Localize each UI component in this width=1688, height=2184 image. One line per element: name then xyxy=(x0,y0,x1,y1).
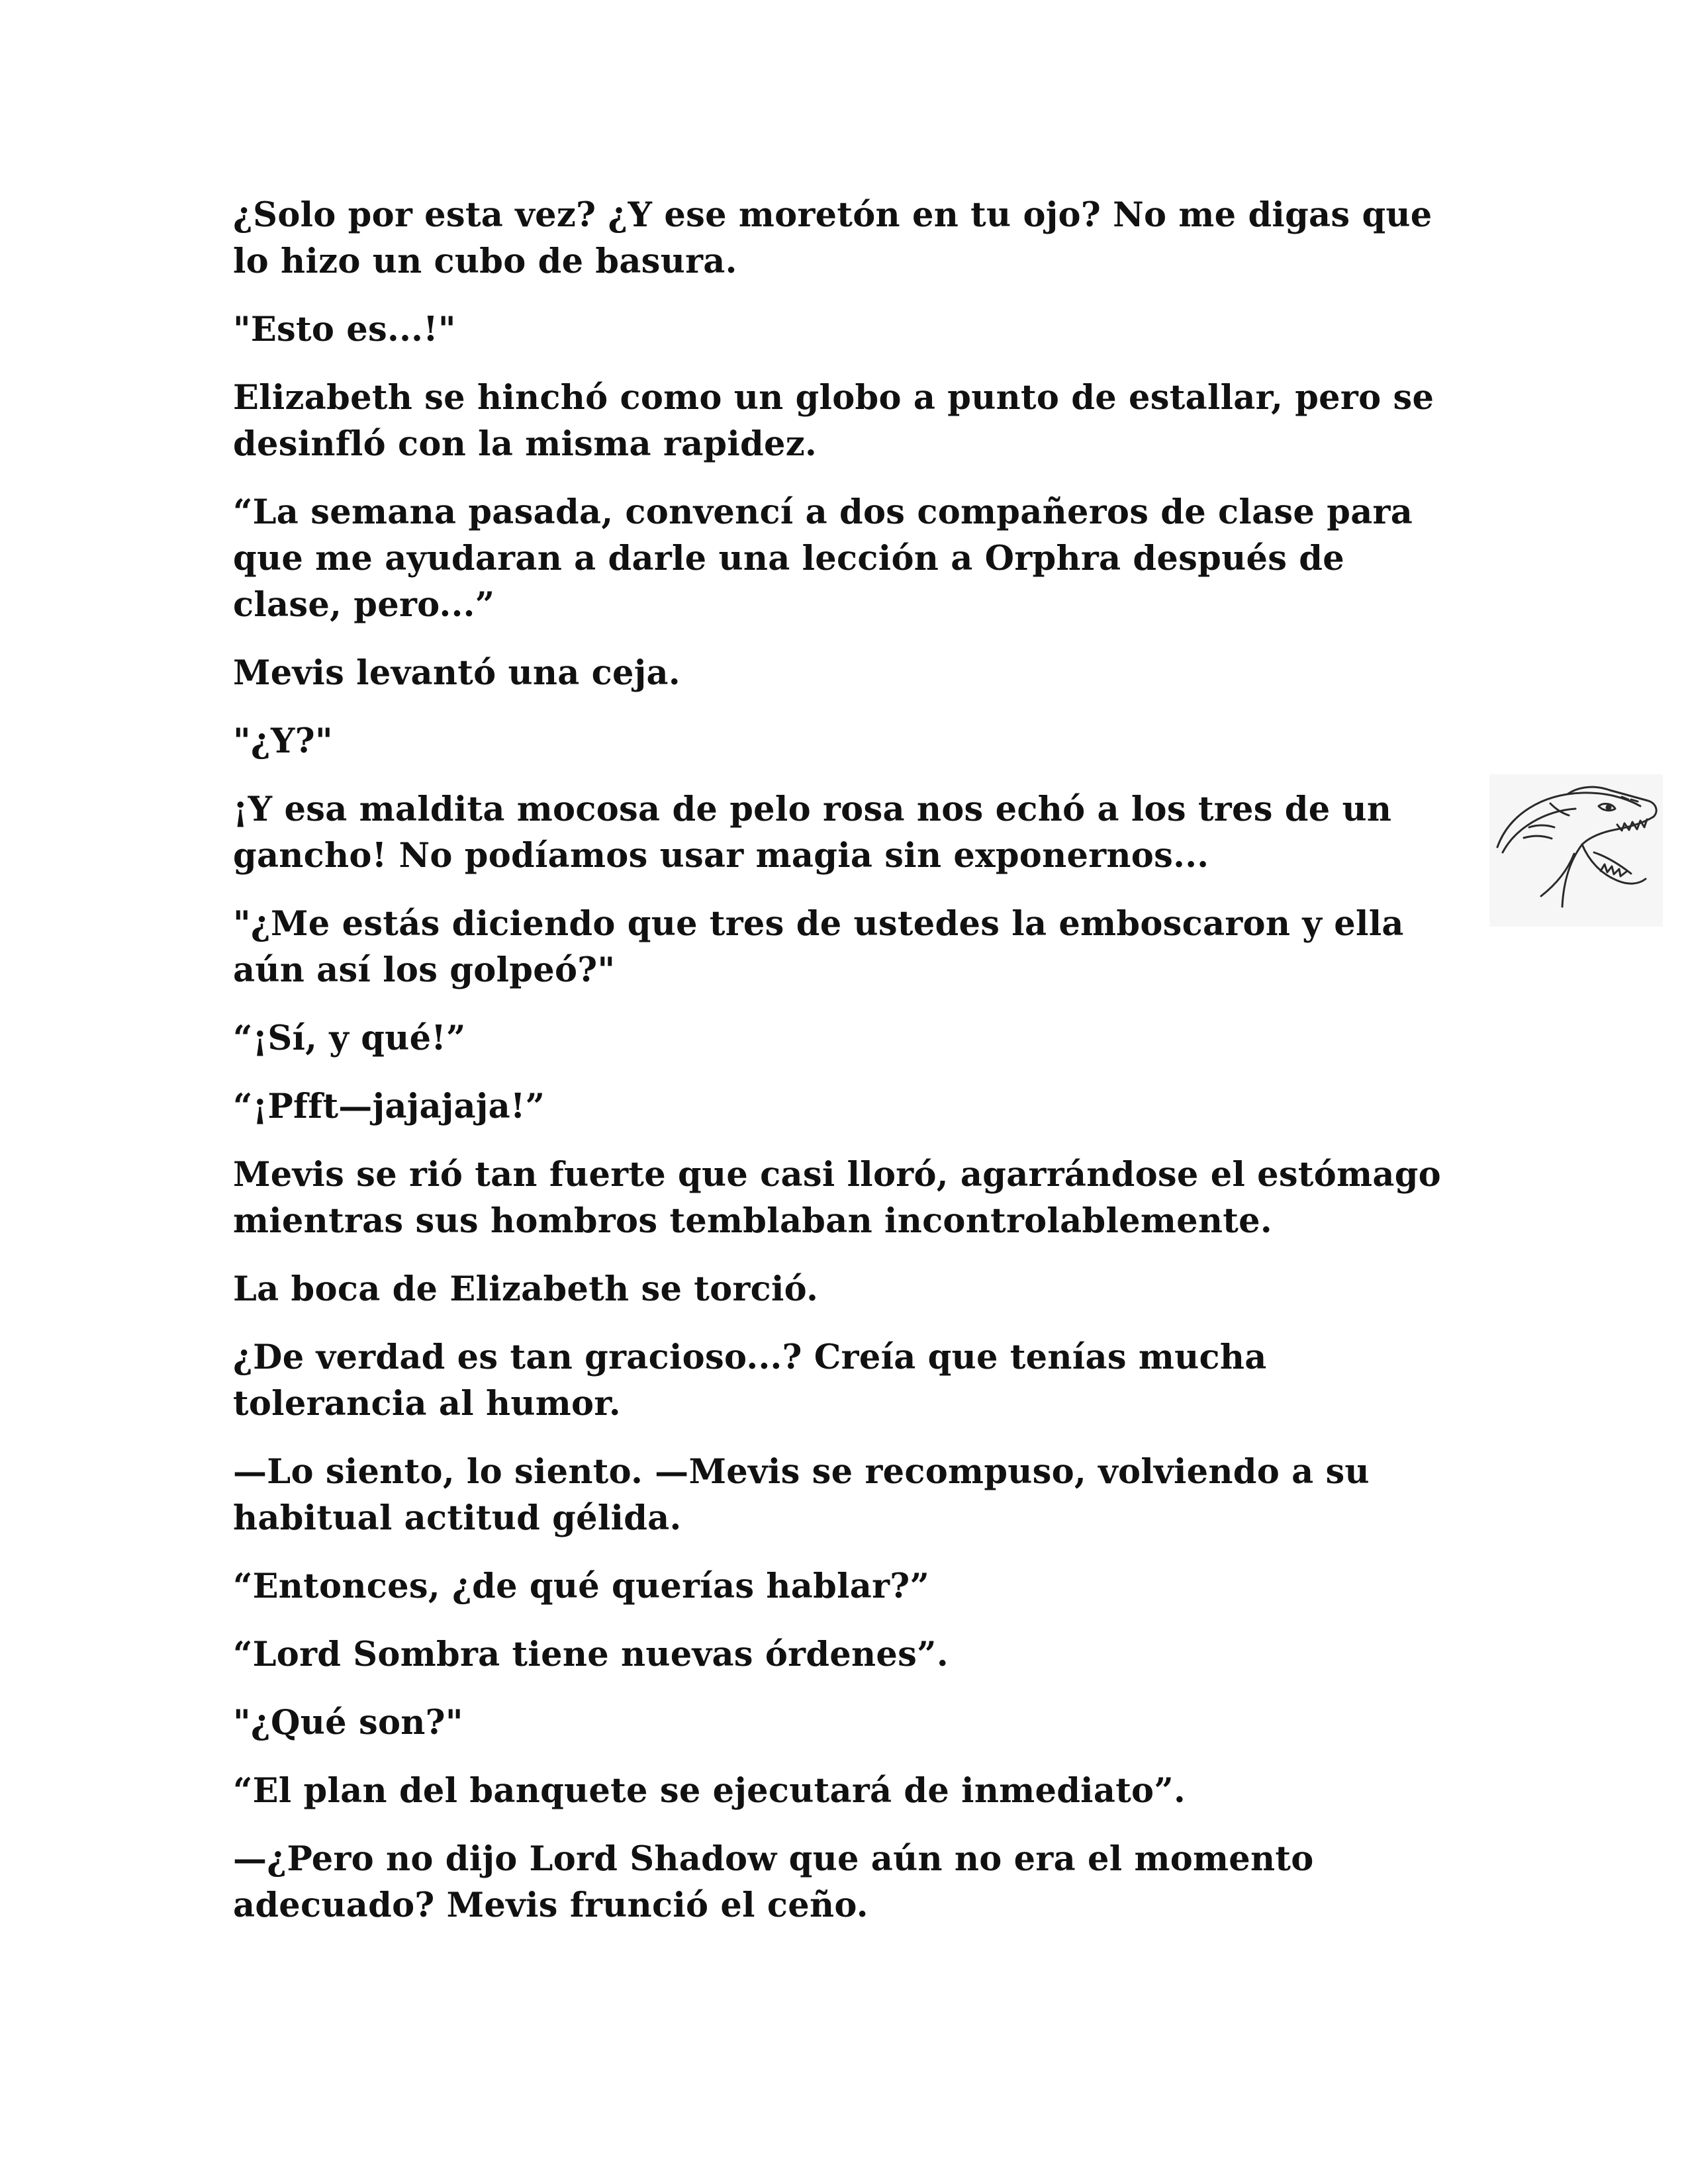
dinosaur-head-sketch-icon xyxy=(1489,774,1663,927)
paragraph: Mevis se rió tan fuerte que casi lloró, agarrándose el estómago mientras sus hombros temblaban incontrolablemente. xyxy=(233,1155,1441,1241)
paragraph: “La semana pasada, convencí a dos compañeros de clase para que me ayudaran a darle una lección a Orphra después de clase, pero...” xyxy=(233,492,1413,625)
paragraph: “¡Pfft—jajajaja!” xyxy=(233,1087,545,1126)
paragraph: ¡Y esa maldita mocosa de pelo rosa nos echó a los tres de un gancho! No podíamos usar magia sin exponernos... xyxy=(233,790,1392,876)
paragraph: "¿Y?" xyxy=(233,721,333,761)
paragraph: La boca de Elizabeth se torció. xyxy=(233,1269,819,1309)
paragraph: Elizabeth se hinchó como un globo a punto de estallar, pero se desinfló con la misma rapidez. xyxy=(233,378,1434,464)
paragraph: Mevis levantó una ceja. xyxy=(233,653,680,693)
paragraph: —¿Pero no dijo Lord Shadow que aún no era el momento adecuado? Mevis frunció el ceño. xyxy=(233,1839,1314,1925)
paragraph: "¿Qué son?" xyxy=(233,1703,463,1743)
paragraph: ¿Solo por esta vez? ¿Y ese moretón en tu ojo? No me digas que lo hizo un cubo de basura. xyxy=(233,195,1432,281)
paragraph: “Entonces, ¿de qué querías hablar?” xyxy=(233,1567,930,1606)
paragraph: “¡Sí, y qué!” xyxy=(233,1019,466,1058)
paragraph: “Lord Sombra tiene nuevas órdenes”. xyxy=(233,1635,949,1674)
paragraph: "Esto es...!" xyxy=(233,310,456,349)
paragraph: “El plan del banquete se ejecutará de inmediato”. xyxy=(233,1771,1186,1811)
paragraph: —Lo siento, lo siento. —Mevis se recompuso, volviendo a su habitual actitud gélida. xyxy=(233,1452,1370,1538)
paragraph: "¿Me estás diciendo que tres de ustedes la emboscaron y ella aún así los golpeó?" xyxy=(233,904,1404,990)
story-text xyxy=(233,192,1458,1950)
paragraph: ¿De verdad es tan gracioso...? Creía que tenías mucha tolerancia al humor. xyxy=(233,1338,1267,1424)
